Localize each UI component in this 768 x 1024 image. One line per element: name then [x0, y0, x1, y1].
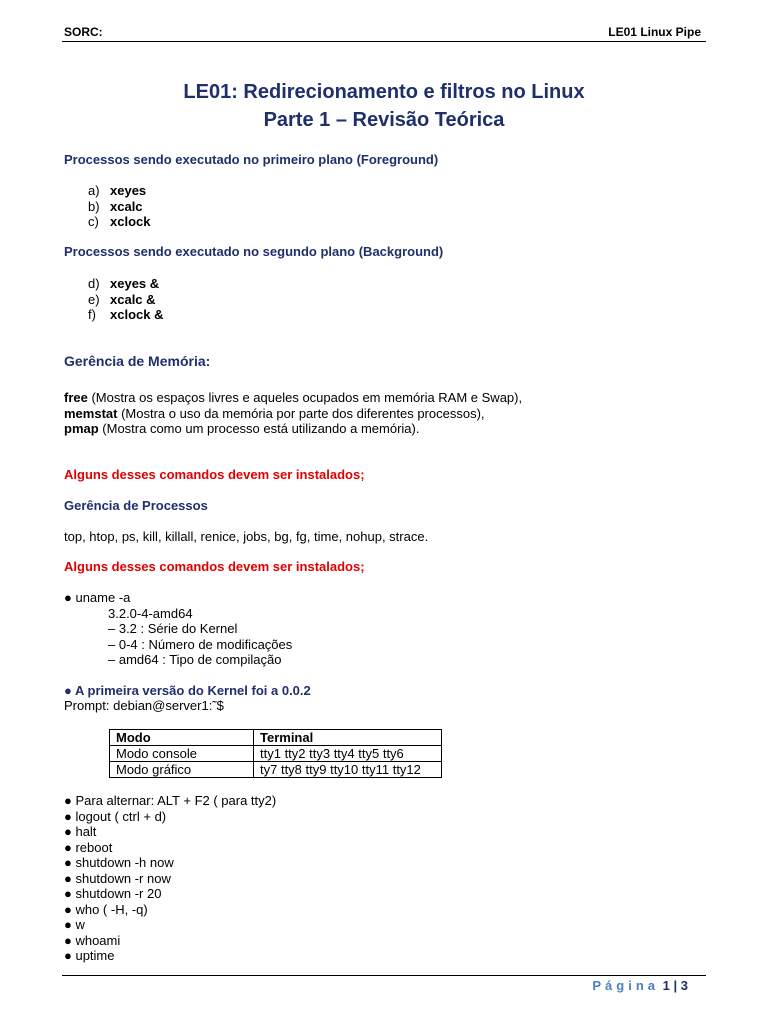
list-marker: a)	[88, 183, 100, 198]
uname-bullet: ● uname -a	[64, 590, 131, 605]
header-left: SORC:	[64, 25, 103, 39]
command-description: (Mostra como um processo está utilizando a memória).	[98, 421, 420, 436]
command-name: pmap	[64, 421, 99, 436]
command-text: xclock &	[110, 307, 164, 322]
command-list	[64, 793, 276, 964]
kernel-version: 3.2.0-4-amd64	[108, 606, 193, 621]
background-heading: Processos sendo executado no segundo plano (Background)	[64, 244, 444, 259]
list-item: ● halt	[64, 824, 97, 839]
kernel-bullet: ● A primeira versão do Kernel foi a 0.0.2	[64, 683, 311, 698]
memory-line	[64, 421, 522, 437]
memory-line	[64, 390, 522, 406]
list-item: ● logout ( ctrl + d)	[64, 808, 167, 824]
modes-table	[109, 729, 442, 778]
footer-divider	[62, 975, 706, 976]
processes-list: top, htop, ps, kill, killall, renice, jobs, bg, fg, time, nohup, strace.	[64, 529, 429, 544]
list-marker: d)	[88, 276, 100, 291]
column-header: Terminal	[254, 730, 442, 746]
table-cell: Modo gráfico	[110, 762, 254, 778]
list-item	[88, 276, 163, 292]
command-text: xcalc	[110, 198, 143, 214]
list-item	[88, 307, 163, 323]
page-number: 1	[662, 978, 670, 993]
list-item: ● whoami	[64, 932, 121, 948]
page-total: 3	[680, 978, 688, 993]
version-detail: – amd64 : Tipo de compilação	[108, 652, 282, 667]
command-name: memstat	[64, 405, 118, 421]
list-marker: e)	[88, 291, 100, 307]
memory-lines	[64, 390, 522, 437]
list-item: ● uptime	[64, 948, 115, 963]
list-item: ● shutdown -r now	[64, 870, 171, 886]
list-item: ● reboot	[64, 839, 113, 855]
list-item: ● Para alternar: ALT + F2 ( para tty2)	[64, 793, 277, 808]
list-item	[88, 214, 150, 230]
list-marker: b)	[88, 198, 100, 214]
memory-line	[64, 406, 522, 422]
foreground-heading: Processos sendo executado no primeiro plano (Foreground)	[64, 152, 439, 167]
version-detail: – 0-4 : Número de modificações	[108, 637, 293, 652]
command-name: free	[64, 390, 88, 405]
table-cell: tty1 tty2 tty3 tty4 tty5 tty6	[254, 746, 442, 762]
background-list	[88, 276, 163, 323]
install-note: Alguns desses comandos devem ser instalados;	[64, 467, 365, 482]
list-item	[88, 199, 150, 215]
page-word: Página	[592, 978, 660, 993]
command-text: xeyes	[110, 183, 147, 198]
list-marker: f)	[88, 307, 96, 322]
page-subtitle: Parte 1 – Revisão Teórica	[263, 109, 505, 131]
prompt-line: Prompt: debian@server1:˜$	[64, 698, 224, 713]
list-item: ● shutdown -h now	[64, 855, 174, 870]
list-item	[88, 183, 150, 199]
table-row	[110, 762, 442, 778]
command-description: (Mostra o uso da memória por parte dos diferentes processos),	[117, 405, 485, 421]
header-right: LE01 Linux Pipe	[608, 25, 701, 39]
install-note: Alguns desses comandos devem ser instalados;	[64, 559, 365, 574]
command-description: (Mostra os espaços livres e aqueles ocupados em memória RAM e Swap),	[87, 390, 523, 405]
page-separator: |	[673, 978, 678, 993]
table-cell: ty7 tty8 tty9 tty10 tty11 tty12	[254, 762, 442, 778]
foreground-list	[88, 183, 150, 230]
version-detail: – 3.2 : Série do Kernel	[108, 621, 238, 636]
command-text: xcalc &	[110, 291, 156, 307]
list-item	[88, 292, 163, 308]
processes-heading: Gerência de Processos	[64, 498, 208, 513]
page-footer	[592, 978, 688, 993]
list-item: ● w	[64, 917, 85, 932]
command-text: xeyes &	[110, 276, 160, 291]
header-divider	[62, 41, 706, 42]
page-title: LE01: Redirecionamento e filtros no Linux	[183, 81, 585, 103]
table-header-row	[110, 730, 442, 746]
table-cell: Modo console	[110, 746, 254, 762]
command-text: xclock	[110, 214, 151, 229]
memory-heading: Gerência de Memória:	[64, 353, 211, 369]
list-marker: c)	[88, 214, 99, 229]
list-item: ● who ( -H, -q)	[64, 901, 148, 917]
column-header: Modo	[110, 730, 254, 746]
table-row	[110, 746, 442, 762]
list-item: ● shutdown -r 20	[64, 886, 162, 901]
